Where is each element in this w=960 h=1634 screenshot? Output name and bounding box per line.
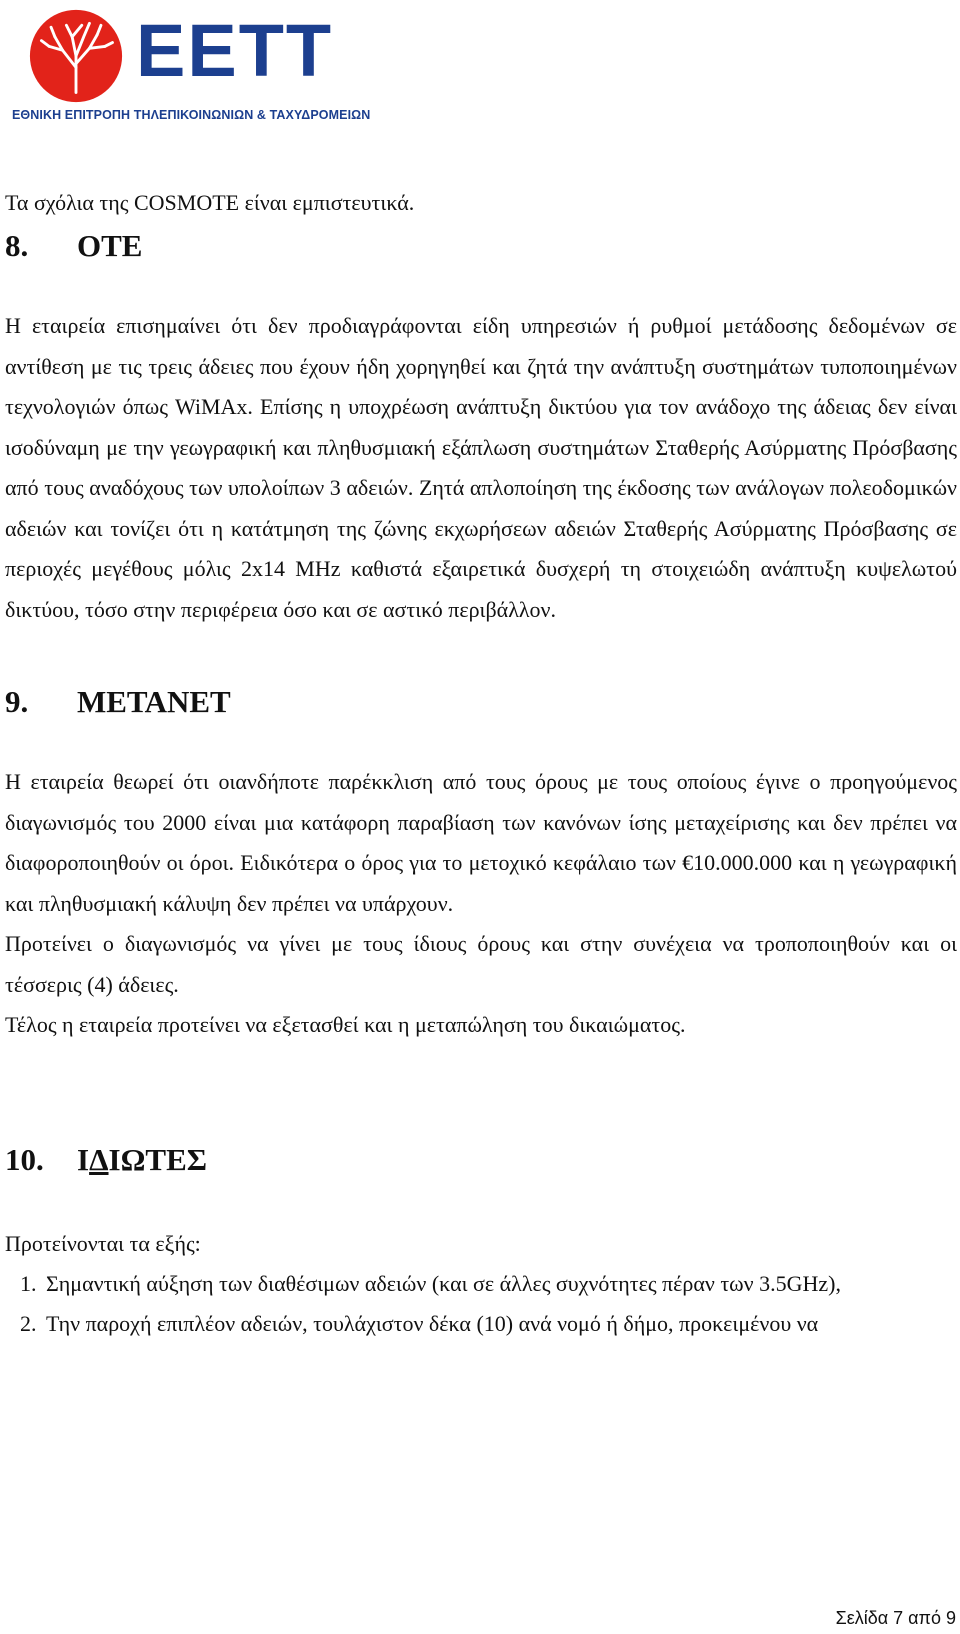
section-9-paragraph-2: Προτείνει ο διαγωνισμός να γίνει με τους ίδιους όρους και στην συνέχεια να τροποποιηθούν και οι τέσσερις (4) άδειες. bbox=[5, 931, 957, 997]
list-item: 2. Την παροχή επιπλέον αδειών, τουλάχιστον δέκα (10) ανά νομό ή δήμο, προκειμένου να bbox=[20, 1311, 819, 1336]
document-body bbox=[5, 188, 957, 1344]
section-9-paragraph-3: Τέλος η εταιρεία προτείνει να εξετασθεί και η μεταπώληση του δικαιώματος. bbox=[5, 1012, 686, 1037]
section-number: 8. bbox=[5, 228, 29, 263]
logo-subtitle: ΕΘΝΙΚΗ ΕΠΙΤΡΟΠΗ ΤΗΛΕΠΙΚΟΙΝΩΝΙΩΝ & ΤΑΧΥΔΡΟΜΕΙΩΝ bbox=[12, 108, 371, 122]
section-8-paragraph: Η εταιρεία επισημαίνει ότι δεν προδιαγράφονται είδη υπηρεσιών ή ρυθμοί μετάδοσης δεδομένων σε αντίθεση με τις τρεις άδειες που έχουν ήδη χορηγηθεί και ζητά την ανάπτυξη συστημάτων τυποποιημένων τεχνολογιών όπως WiMAx. Επίσης η υποχρέωση ανάπτυξη δικτύου για τον ανάδοχο της άδειας δεν είναι ισοδύναμη με την γεωγραφική και πληθυσμιακή εξάπλωση συστημάτων Σταθερής Ασύρματης Πρόσβασης από τους αναδόχους των υπολοίπων 3 αδειών. Ζητά απλοποίηση της έκδοσης των ανάλογων πολεοδομικών αδειών και τονίζει ότι η κατάτμηση της ζώνης εκχωρήσεων αδειών Σταθερής Ασύρματης Πρόσβασης σε περιοχές μεγέθους μόλις 2x14 MHz καθιστά εξαιρετικά δυσχερή τη στοιχειώδη ανάπτυξη κυψελωτού δικτύου, τόσο στην περιφέρεια όσο και σε αστικό περιβάλλον. bbox=[5, 313, 957, 622]
logo-wordmark: ΕΕΤΤ bbox=[136, 9, 334, 92]
page-number: Σελίδα 7 από 9 bbox=[835, 1608, 956, 1628]
section-heading-9 bbox=[5, 684, 957, 720]
section-number: 10. bbox=[5, 1141, 44, 1177]
section-number: 9. bbox=[5, 684, 29, 719]
section-10-intro: Προτείνονται τα εξής: bbox=[5, 1230, 201, 1256]
eett-logo bbox=[10, 6, 371, 124]
tree-emblem-icon bbox=[28, 8, 124, 104]
confidential-note: Τα σχόλια της COSMOTE είναι εμπιστευτικά. bbox=[5, 190, 415, 215]
proposal-list bbox=[5, 1264, 957, 1344]
section-title: ΜΕΤΑΝΕΤ bbox=[77, 684, 231, 719]
section-heading-10 bbox=[5, 1142, 957, 1178]
list-item: 1. Σημαντική αύξηση των διαθέσιμων αδειών (και σε άλλες συχνότητες πέραν των 3.5GHz), bbox=[20, 1271, 841, 1296]
section-title: ΟΤΕ bbox=[77, 228, 143, 263]
section-title: ΙΔΙΩΤΕΣ bbox=[77, 1141, 208, 1177]
section-9-paragraph-1: Η εταιρεία θεωρεί ότι οιανδήποτε παρέκκλιση από τους όρους με τους οποίους έγινε ο προηγούμενος διαγωνισμός του 2000 είναι μια κατάφορη παραβίαση των κανόνων ίσης μεταχείρισης και δεν πρέπει να διαφοροποιηθούν οι όροι. Ειδικότερα ο όρος για το μετοχικό κεφάλαιο των €10.000.000 και η γεωγραφική και πληθυσμιακή κάλυψη δεν πρέπει να υπάρχουν. bbox=[5, 769, 957, 916]
section-heading-8 bbox=[5, 228, 957, 264]
